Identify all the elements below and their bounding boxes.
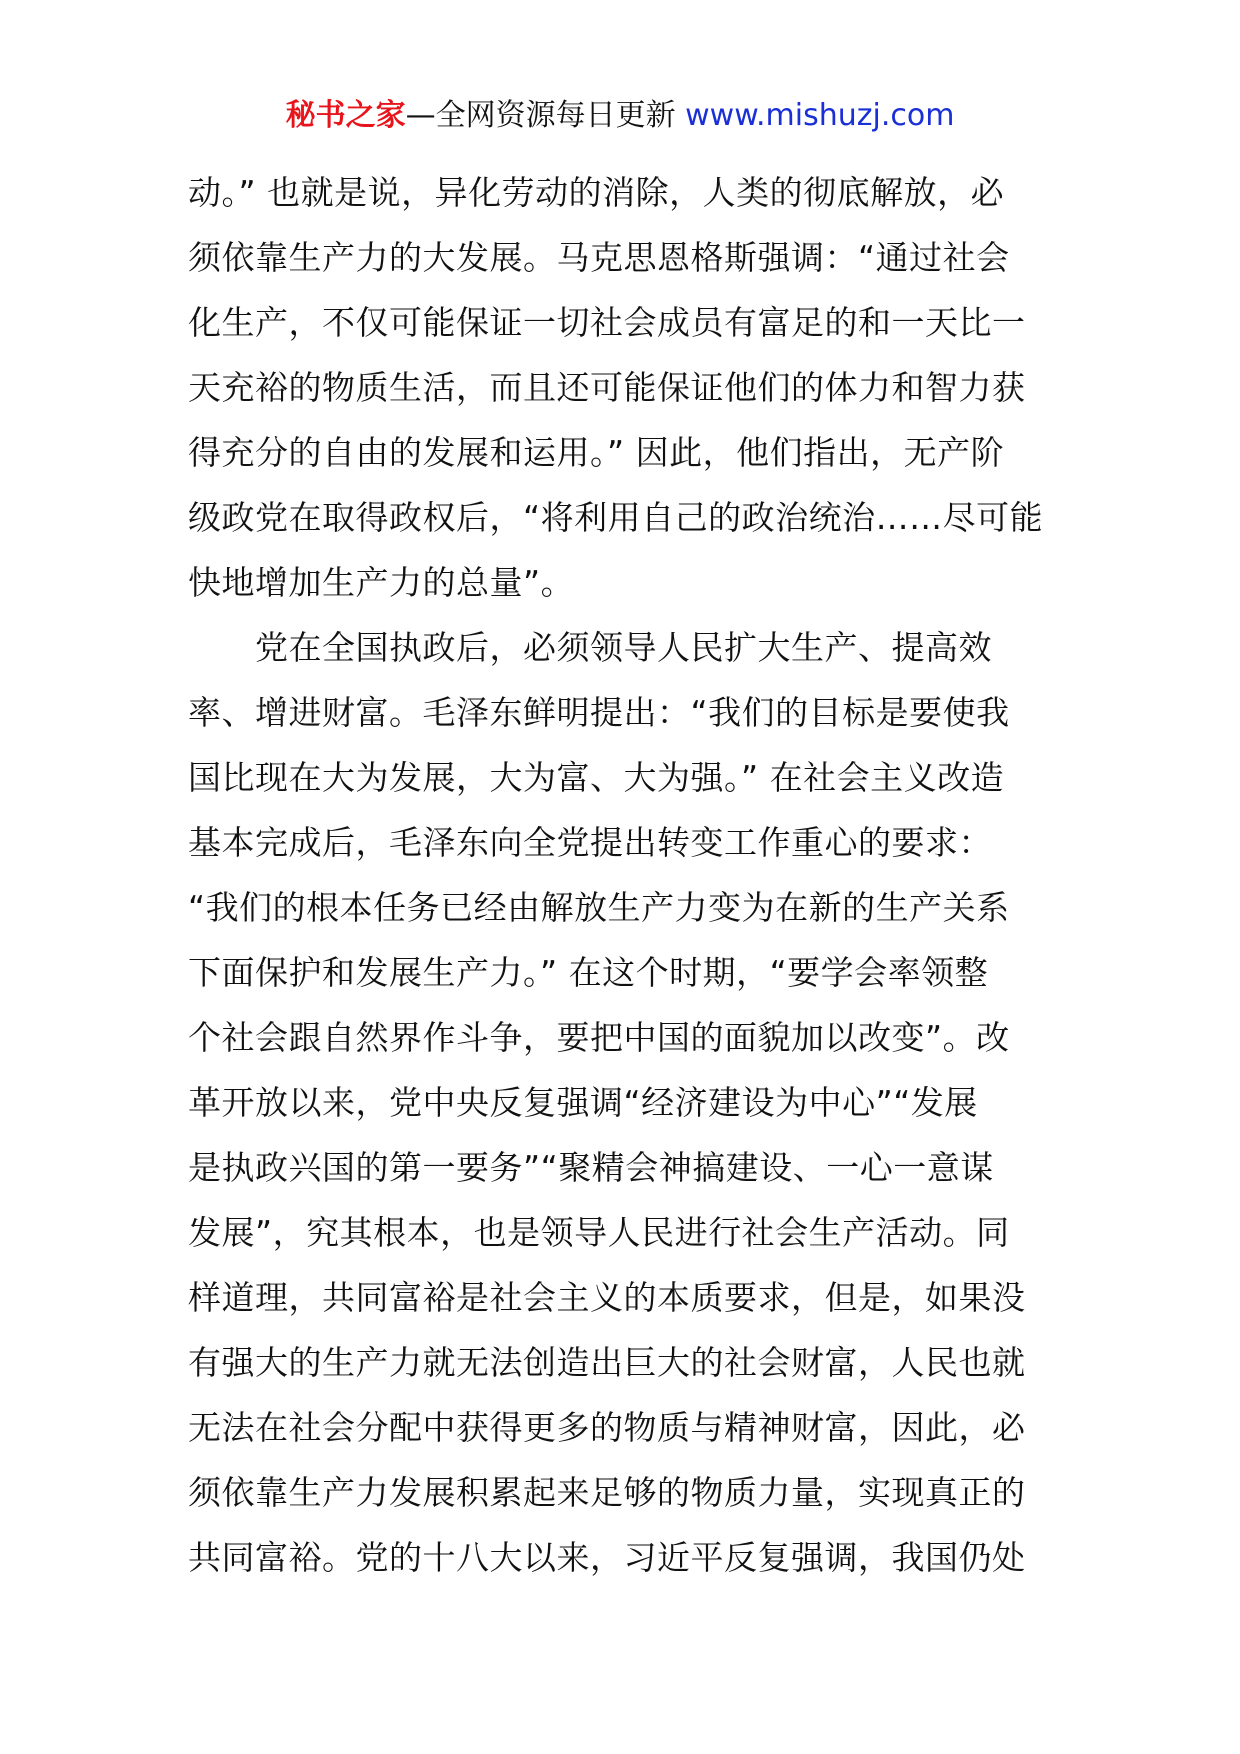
body-line: 得充分的自由的发展和运用。” 因此，他们指出，无产阶 <box>188 433 1005 472</box>
body-line: 天充裕的物质生活，而且还可能保证他们的体力和智力获 <box>188 368 1026 407</box>
brand-name: 秘书之家 <box>285 98 406 133</box>
body-line: 有强大的生产力就无法创造出巨大的社会财富，人民也就 <box>188 1343 1026 1382</box>
body-line: “我们的根本任务已经由解放生产力变为在新的生产关系 <box>188 888 1010 927</box>
body-line: 共同富裕。党的十八大以来，习近平反复强调，我国仍处 <box>188 1538 1026 1577</box>
page-header <box>0 96 1240 136</box>
paragraph-start-line: 党在全国执政后，必须领导人民扩大生产、提高效 <box>188 628 992 667</box>
body-line: 发展”，究其根本，也是领导人民进行社会生产活动。同 <box>188 1213 1010 1252</box>
body-line: 个社会跟自然界作斗争，要把中国的面貌加以改变”。改 <box>188 1018 1010 1057</box>
body-line: 级政党在取得政权后，“将利用自己的政治统治……尽可能 <box>188 498 1044 537</box>
body-line: 基本完成后，毛泽东向全党提出转变工作重心的要求： <box>188 823 992 862</box>
body-line: 动。” 也就是说，异化劳动的消除，人类的彻底解放，必 <box>188 173 1005 212</box>
document-body <box>188 160 1052 1590</box>
body-line: 样道理，共同富裕是社会主义的本质要求，但是，如果没 <box>188 1278 1026 1317</box>
body-line: 须依靠生产力的大发展。马克思恩格斯强调：“通过社会 <box>188 238 1010 277</box>
body-line: 快地增加生产力的总量”。 <box>188 563 575 602</box>
body-line: 无法在社会分配中获得更多的物质与精神财富，因此，必 <box>188 1408 1026 1447</box>
body-line: 须依靠生产力发展积累起来足够的物质力量，实现真正的 <box>188 1473 1026 1512</box>
body-line: 率、增进财富。毛泽东鲜明提出：“我们的目标是要使我 <box>188 693 1010 732</box>
body-line: 化生产，不仅可能保证一切社会成员有富足的和一天比一 <box>188 303 1026 342</box>
body-line: 是执政兴国的第一要务”“聚精会神搞建设、一心一意谋 <box>188 1148 994 1187</box>
body-line: 革开放以来，党中央反复强调“经济建设为中心”“发展 <box>188 1083 978 1122</box>
body-line: 下面保护和发展生产力。” 在这个时期，“要学会率领整 <box>188 953 989 992</box>
header-tagline: —全网资源每日更新 <box>405 98 686 133</box>
site-url-link[interactable]: www.mishuzj.com <box>685 98 955 133</box>
body-line: 国比现在大为发展，大为富、大为强。” 在社会主义改造 <box>188 758 1005 797</box>
